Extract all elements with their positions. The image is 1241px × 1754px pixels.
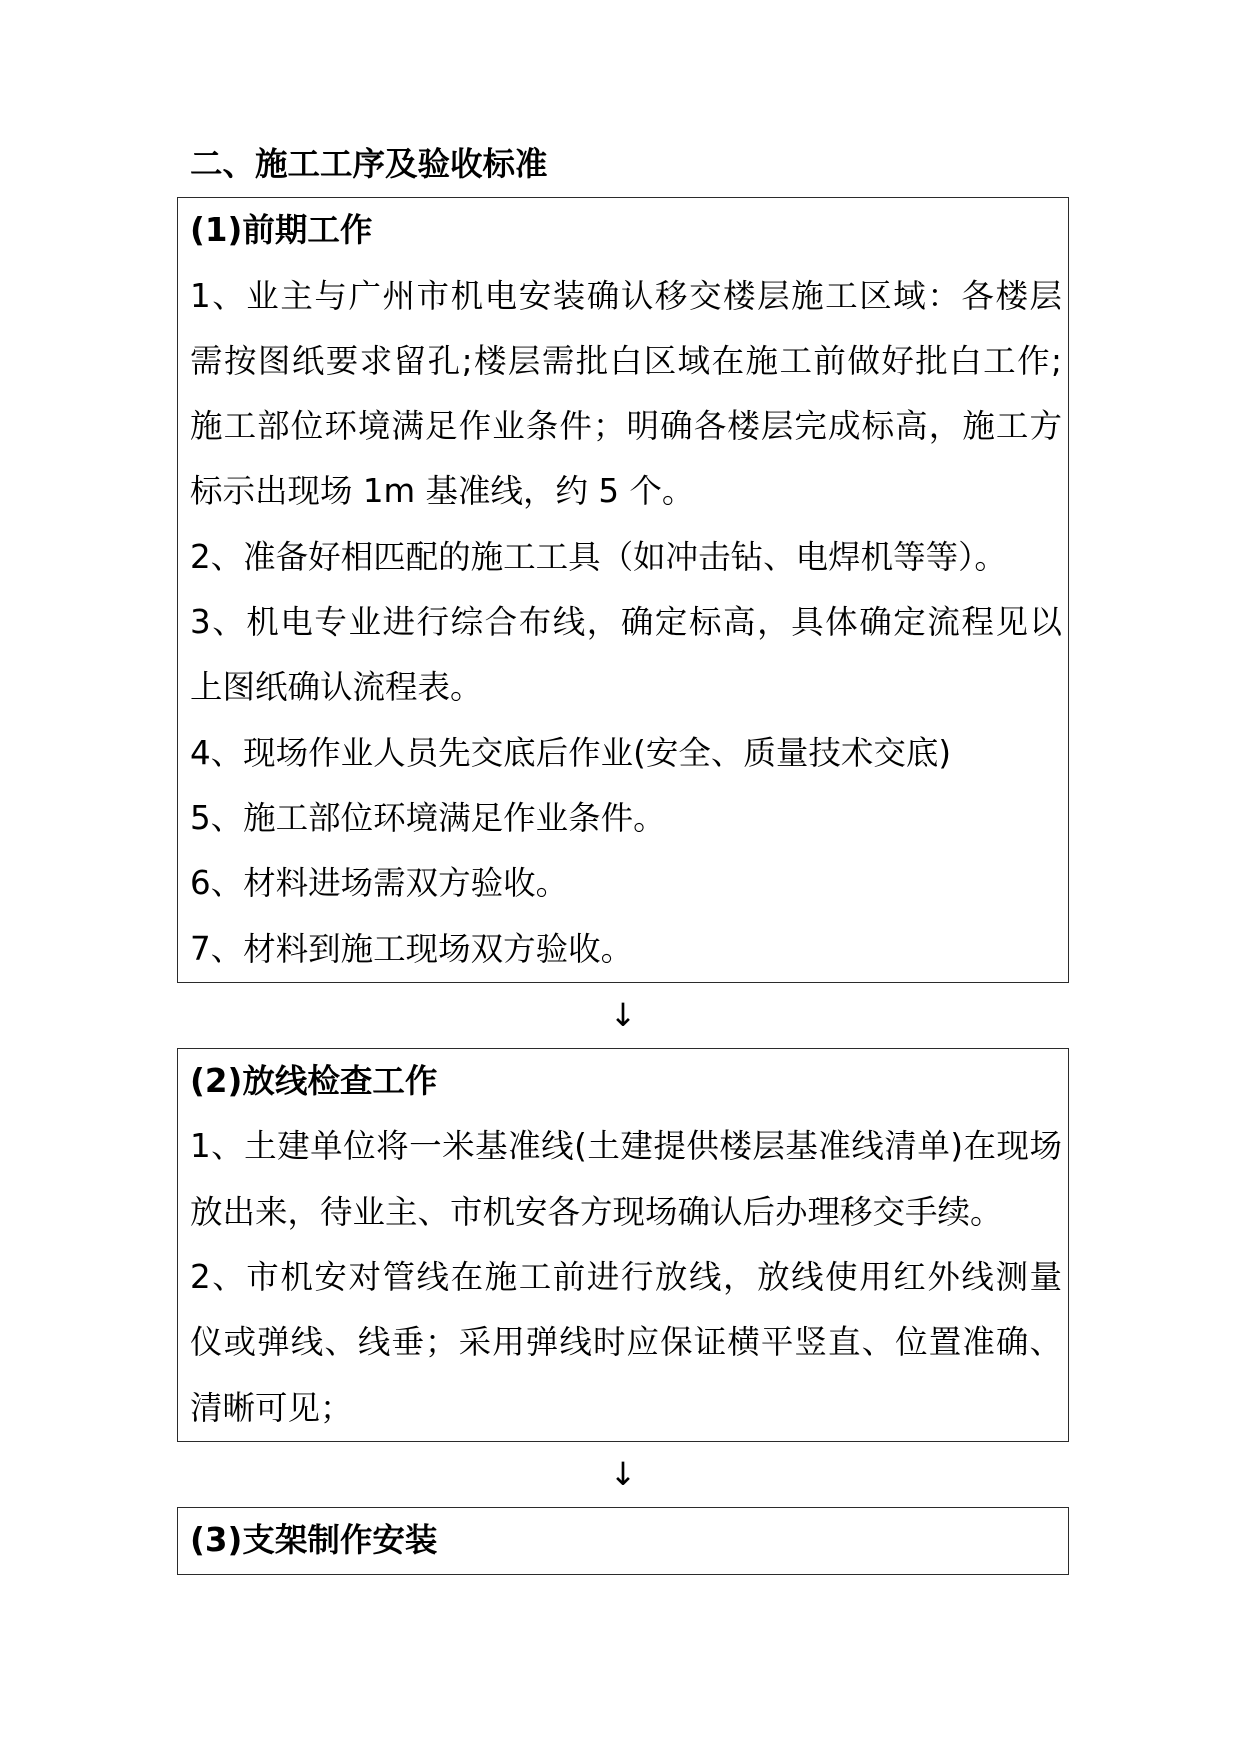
- section-title: 二、施工工序及验收标准: [190, 145, 548, 183]
- step-line: 4、现场作业人员先交底后作业(安全、质量技术交底): [190, 733, 952, 772]
- step-line: 清晰可见；: [190, 1388, 353, 1427]
- step-line: 上图纸确认流程表。: [190, 668, 483, 707]
- step-line: 放出来，待业主、市机安各方现场确认后办理移交手续。: [190, 1192, 1003, 1231]
- step-line: 7、材料到施工现场双方验收。: [190, 929, 634, 968]
- step-box-1: [177, 197, 1069, 983]
- step-title: (2)放线检查工作: [190, 1062, 438, 1101]
- step-line: 2、市机安对管线在施工前进行放线，放线使用红外线测量: [190, 1258, 1062, 1297]
- step-line: 仪或弹线、线垂；采用弹线时应保证横平竖直、位置准确、: [190, 1323, 1062, 1362]
- step-line: 需按图纸要求留孔;楼层需批白区域在施工前做好批白工作;: [190, 341, 1062, 380]
- step-line: 标示出现场 1m 基准线，约 5 个。: [190, 472, 695, 511]
- step-line: 6、材料进场需双方验收。: [190, 864, 569, 903]
- flow-arrow: ↓: [609, 995, 637, 1034]
- step-line: 3、机电专业进行综合布线，确定标高，具体确定流程见以: [190, 603, 1062, 642]
- step-title: (3)支架制作安装: [190, 1521, 438, 1560]
- step-line: 2、准备好相匹配的施工工具（如冲击钻、电焊机等等）。: [190, 537, 1007, 576]
- step-line: 5、施工部位环境满足作业条件。: [190, 798, 666, 837]
- step-line: 施工部位环境满足作业条件；明确各楼层完成标高，施工方: [190, 407, 1062, 446]
- step-line: 1、土建单位将一米基准线(土建提供楼层基准线清单)在现场: [190, 1127, 1062, 1166]
- document-page: [177, 132, 1069, 1575]
- flow-arrow: ↓: [609, 1454, 637, 1493]
- step-box-2: [177, 1048, 1069, 1442]
- step-title: (1)前期工作: [190, 211, 373, 250]
- step-line: 1、业主与广州市机电安装确认移交楼层施工区域：各楼层: [190, 276, 1062, 315]
- step-box-3: [177, 1507, 1069, 1574]
